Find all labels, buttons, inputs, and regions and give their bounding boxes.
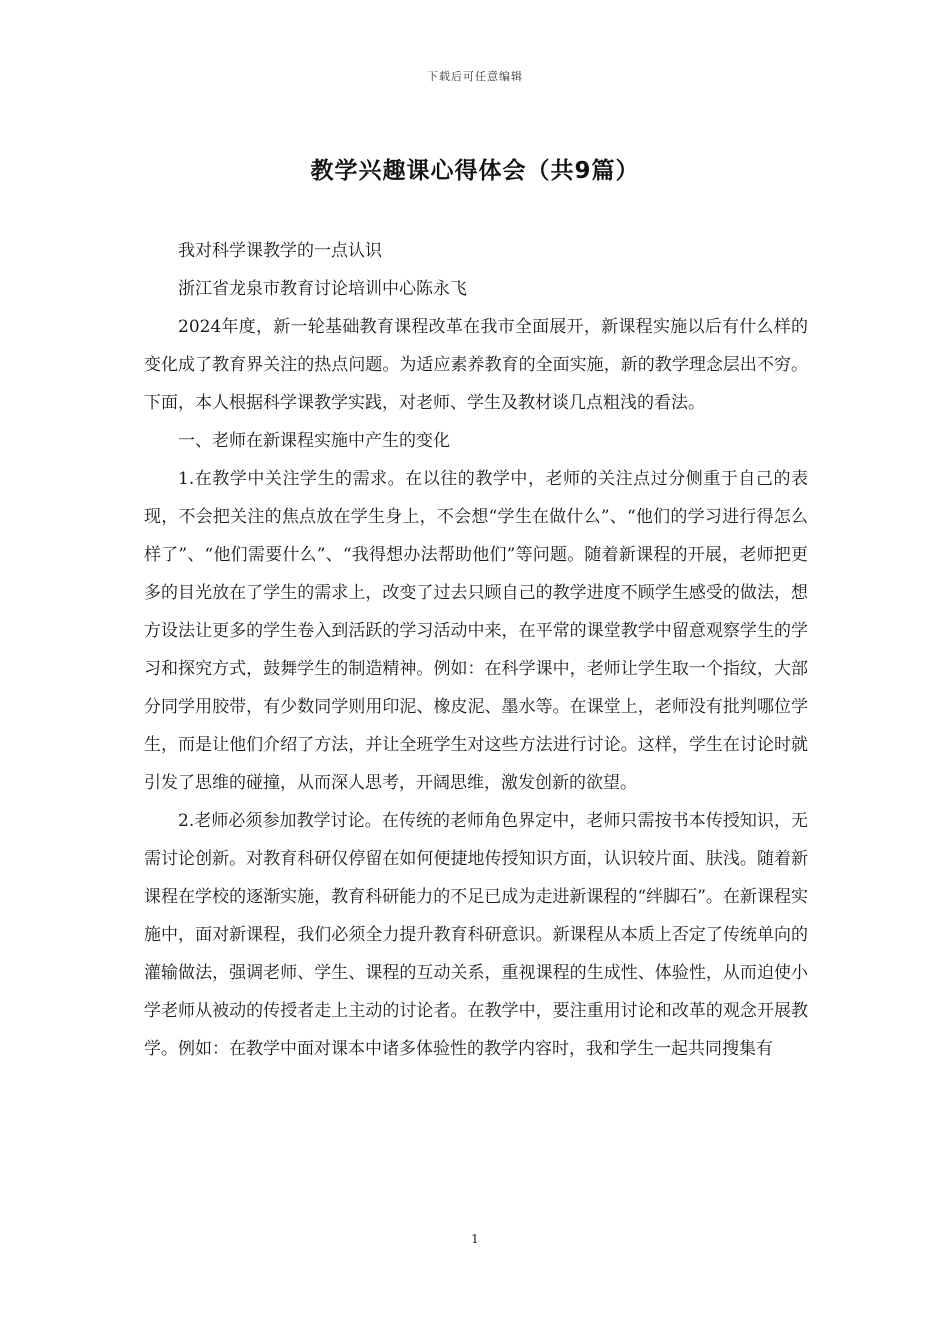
paragraph-intro: 2024年度，新一轮基础教育课程改革在我市全面展开，新课程实施以后有什么样的变化成了教育界关注的热点问题。为适应素养教育的全面实施，新的教学理念层出不穷。下面，本人根据科学课教学实践，对老师、学生及教材谈几点粗浅的看法。 xyxy=(144,317,808,413)
paragraph-subtitle: 我对科学课教学的一点认识 xyxy=(178,241,382,261)
paragraph-point-1: 1.在教学中关注学生的需求。在以往的教学中，老师的关注点过分侧重于自己的表现，不会把关注的焦点放在学生身上，不会想“学生在做什么”、“他们的学习进行得怎么样了”、“他们需要什么”、“我得想办法帮助他们”等问题。随着新课程的开展，老师把更多的目光放在了学生的需求上，改变了过去只顾自己的教学进度不顾学生感受的做法，想方设法让更多的学生卷入到活跃的学习活动中来，在平常的课堂教学中留意观察学生的学习和探究方式，鼓舞学生的制造精神。例如：在科学课中，老师让学生取一个指纹，大部分同学用胶带，有少数同学则用印泥、橡皮泥、墨水等。在课堂上，老师没有批判哪位学生，而是让他们介绍了方法，并让全班学生对这些方法进行讨论。这样，学生在讨论时就引发了思维的碰撞，从而深人思考，开阔思维，激发创新的欲望。 xyxy=(144,469,808,793)
header-note: 下载后可任意编辑 xyxy=(427,70,523,83)
paragraph-author: 浙江省龙泉市教育讨论培训中心陈永飞 xyxy=(178,279,467,299)
paragraph-point-2: 2.老师必须参加教学讨论。在传统的老师角色界定中，老师只需按书本传授知识，无需讨论创新。对教育科研仅停留在如何便捷地传授知识方面，认识较片面、肤浅。随着新课程在学校的逐渐实施，教育科研能力的不足已成为走进新课程的“绊脚石”。在新课程实施中，面对新课程，我们必须全力提升教育科研意识。新课程从本质上否定了传统单向的灌输做法，强调老师、学生、课程的互动关系，重视课程的生成性、体验性，从而迫使小学老师从被动的传授者走上主动的讨论者。在教学中，要注重用讨论和改革的观念开展教学。例如：在教学中面对课本中诸多体验性的教学内容时，我和学生一起共同搜集有 xyxy=(144,811,808,1059)
document-title: 教学兴趣课心得体会（共9篇） xyxy=(310,158,640,184)
document-body xyxy=(144,232,808,1068)
section-heading: 一、老师在新课程实施中产生的变化 xyxy=(178,431,450,451)
page-number: 1 xyxy=(471,1232,479,1246)
